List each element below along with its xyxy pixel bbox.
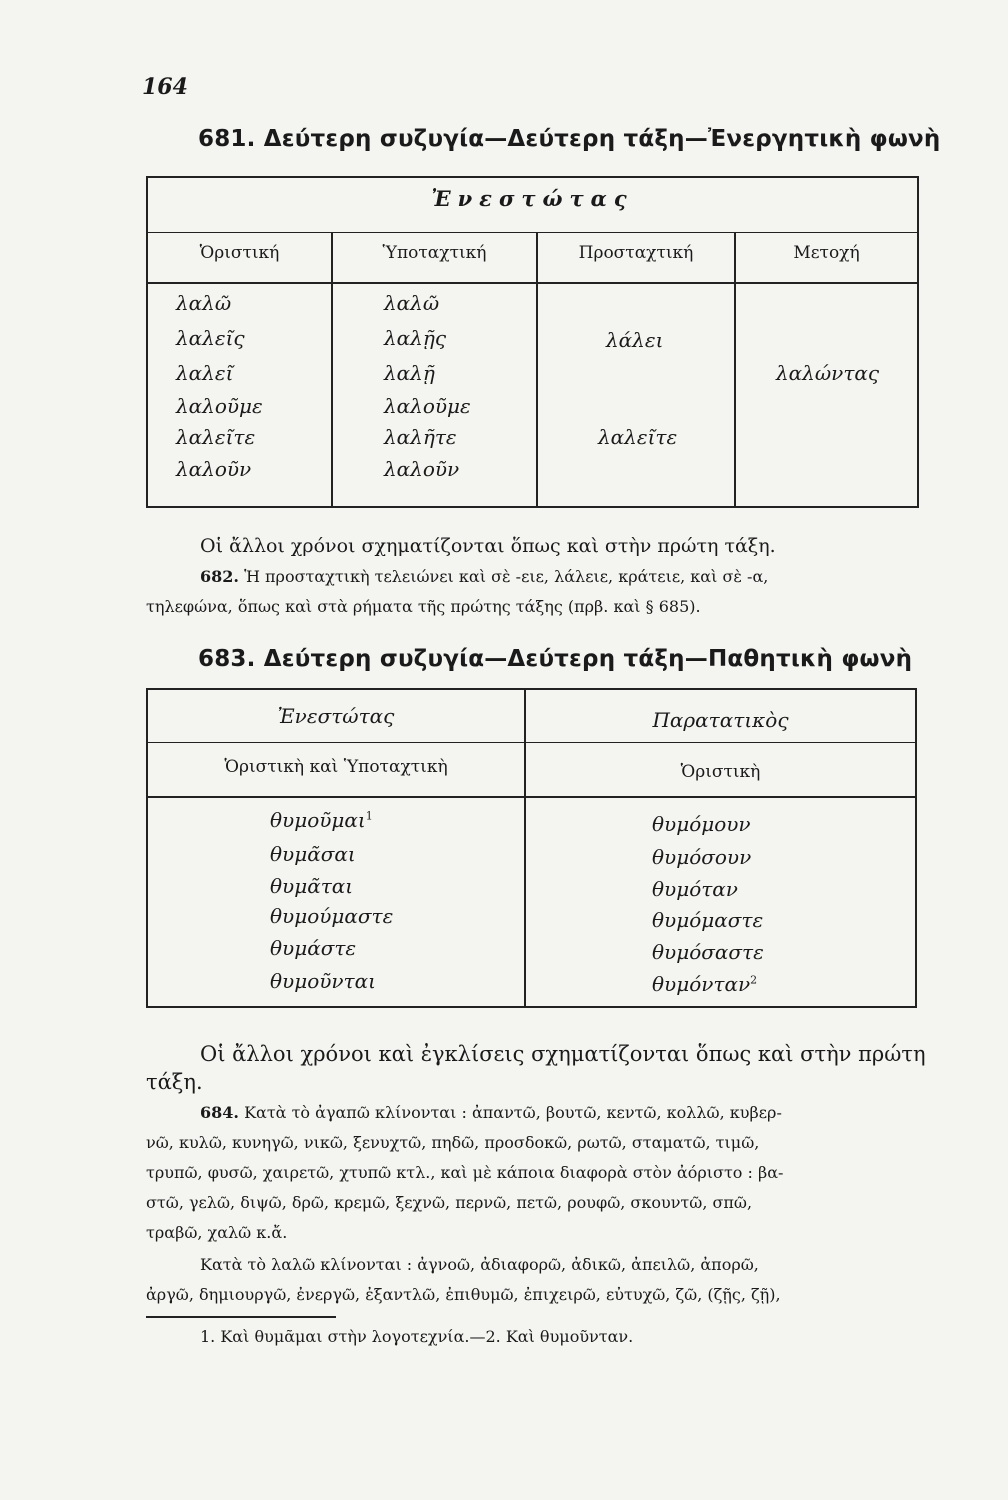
prostaktiki-form: λάλει: [606, 328, 664, 352]
ypotaktiki-form: λαλοῦμε: [384, 394, 471, 418]
paragraph-684-line: τραβῶ, χαλῶ κ.ἄ.: [146, 1223, 288, 1242]
right-tense-label: Παρατατικὸς: [652, 708, 789, 732]
right-mood-label: Ὁριστικὴ: [680, 762, 761, 782]
paragraph-682-text: Ἡ προσταχτικὴ τελειώνει καὶ σὲ -ειε, λάλειε, κράτειε, καὶ σὲ -α,: [244, 567, 769, 586]
ypotaktiki-form: λαλῆτε: [384, 425, 457, 449]
imperfect-form: [652, 972, 757, 996]
paragraph-684-line: στῶ, γελῶ, διψῶ, δρῶ, κρεμῶ, ξεχνῶ, περνῶ, πετῶ, ρουφῶ, σκουντῶ, σπῶ,: [146, 1193, 753, 1212]
paragraph-684-line: ἀργῶ, δημιουργῶ, ἐνεργῶ, ἐξαντλῶ, ἐπιθυμῶ, ἐπιχειρῶ, εὐτυχῶ, ζῶ, (ζῇς, ζῇ),: [146, 1285, 781, 1304]
note-681: Οἱ ἄλλοι χρόνοι σχηματίζονται ὅπως καὶ στὴν πρώτη τάξη.: [200, 535, 776, 557]
paragraph-684-number: 684.: [200, 1103, 239, 1122]
footnote-marker: 1: [365, 809, 373, 823]
column-header-oristiki: Ὁριστική: [199, 243, 280, 263]
ypotaktiki-form: λαλῇς: [384, 326, 447, 350]
oristiki-form: λαλεῖς: [176, 326, 245, 350]
paragraph-684-line: τρυπῶ, φυσῶ, χαιρετῶ, χτυπῶ κτλ., καὶ μὲ κάποια διαφορὰ στὸν ἀόριστο : βα-: [146, 1163, 784, 1182]
oristiki-form: λαλοῦν: [176, 457, 252, 481]
section-683-number: 683.: [198, 646, 256, 672]
column-header-ypotaktiki: Ὑποταχτική: [382, 243, 487, 263]
present-form: θυμούμαστε: [270, 904, 394, 928]
paragraph-684-line: Κατὰ τὸ λαλῶ κλίνονται : ἀγνοῶ, ἀδιαφορῶ, ἀδικῶ, ἀπειλῶ, ἀπορῶ,: [200, 1255, 759, 1274]
imperfect-form: θυμόμαστε: [652, 908, 764, 932]
note-683-line2: τάξη.: [146, 1070, 203, 1094]
imperfect-form: θυμόσαστε: [652, 940, 764, 964]
oristiki-form: λαλῶ: [176, 291, 232, 315]
present-form: [270, 808, 373, 832]
present-form: θυμοῦνται: [270, 969, 376, 993]
paragraph-684-line: νῶ, κυλῶ, κυνηγῶ, νικῶ, ξενυχτῶ, πηδῶ, προσδοκῶ, ρωτῶ, σταματῶ, τιμῶ,: [146, 1133, 760, 1152]
section-683-title: Δεύτερη συζυγία—Δεύτερη τάξη—Παθητικὴ φωνὴ: [263, 646, 913, 672]
present-form: θυμᾶσαι: [270, 842, 356, 866]
footnote-marker: 2: [750, 973, 758, 987]
footnote-rule: [146, 1316, 336, 1318]
column-header-metochi: Μετοχή: [793, 243, 860, 263]
prostaktiki-form: λαλεῖτε: [598, 425, 678, 449]
left-mood-label: Ὁριστικὴ καὶ Ὑποταχτικὴ: [224, 757, 448, 777]
paragraph-684-text: Κατὰ τὸ ἀγαπῶ κλίνονται : ἀπαντῶ, βουτῶ, κεντῶ, κολλῶ, κυβερ-: [244, 1103, 782, 1122]
metochi-form: λαλώντας: [776, 361, 880, 385]
column-header-prostaktiki: Προσταχτική: [578, 243, 694, 263]
present-form: θυμᾶται: [270, 874, 354, 898]
paragraph-682-number: 682.: [200, 567, 239, 586]
paragraph-682-line2: τηλεφώνα, ὅπως καὶ στὰ ρήματα τῆς πρώτης τάξης (πρβ. καὶ § 685).: [146, 597, 701, 616]
tense-label: Ἐνεστώτας: [431, 186, 634, 211]
page-number: 164: [142, 74, 188, 100]
present-form: θυμάστε: [270, 936, 357, 960]
ypotaktiki-form: λαλῶ: [384, 291, 440, 315]
oristiki-form: λαλεῖ: [176, 361, 234, 385]
oristiki-form: λαλεῖτε: [176, 425, 256, 449]
imperfect-form: θυμόμουν: [652, 812, 751, 836]
section-681-title: Δεύτερη συζυγία—Δεύτερη τάξη—Ἐνεργητικὴ φωνὴ: [263, 126, 941, 152]
imperfect-form: θυμόσουν: [652, 845, 752, 869]
imperfect-form: θυμόταν: [652, 877, 738, 901]
note-683-line1: Οἱ ἄλλοι χρόνοι καὶ ἐγκλίσεις σχηματίζονται ὅπως καὶ στὴν πρώτη: [200, 1042, 926, 1066]
present-form-word: θυμοῦμαι: [270, 808, 366, 832]
ypotaktiki-form: λαλοῦν: [384, 457, 460, 481]
footnote: 1. Καὶ θυμᾶμαι στὴν λογοτεχνία.—2. Καὶ θυμοῦνταν.: [200, 1327, 634, 1346]
paragraph-684-line1: [200, 1098, 782, 1128]
left-tense-label: Ἐνεστώτας: [277, 704, 395, 728]
oristiki-form: λαλοῦμε: [176, 394, 263, 418]
section-681-number: 681.: [198, 126, 256, 152]
ypotaktiki-form: λαλῇ: [384, 361, 435, 385]
imperfect-form-word: θυμόνταν: [652, 972, 751, 996]
